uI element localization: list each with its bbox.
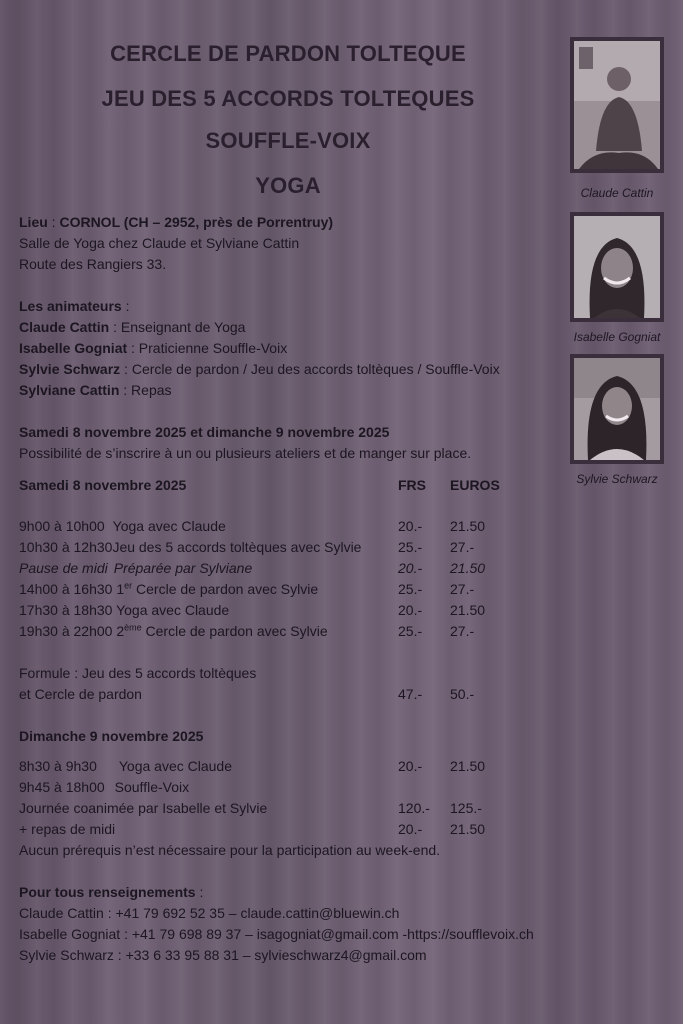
price-frs: 120.- xyxy=(398,800,430,816)
saturday-heading: Samedi 8 novembre 2025 xyxy=(19,477,187,493)
schedule-time: 8h30 à 9h30 xyxy=(19,758,97,774)
price-eur: 21.50 xyxy=(450,602,486,618)
price-frs: 47.- xyxy=(398,686,423,702)
title-yoga: YOGA xyxy=(255,173,321,198)
animateurs-heading-suffix: : xyxy=(121,298,130,314)
animateurs-heading-text: Les animateurs xyxy=(19,298,122,314)
col-frs-header: FRS xyxy=(398,477,426,493)
animateur-role: : Enseignant de Yoga xyxy=(109,319,246,335)
photo-claude xyxy=(570,37,664,173)
animateur-name: Isabelle Gogniat xyxy=(19,340,128,356)
schedule-row xyxy=(19,621,579,642)
schedule-time: 19h30 à 22h00 xyxy=(19,623,113,639)
dates-heading xyxy=(19,422,579,443)
animateur-role: : Cercle de pardon / Jeu des accords toltèques / Souffle-Voix xyxy=(120,361,500,377)
contact-heading-suffix: : xyxy=(195,884,204,900)
schedule-row xyxy=(19,798,579,819)
price-eur: 50.- xyxy=(450,686,475,702)
ordinal-suffix: er xyxy=(124,580,133,591)
price-frs: 20.- xyxy=(398,560,423,576)
price-eur: 125.- xyxy=(450,800,482,816)
animateur-name: Sylvie Schwarz xyxy=(19,361,121,377)
price-frs: 25.- xyxy=(398,539,423,555)
person-photo-icon xyxy=(574,358,660,460)
ordinal: 1 xyxy=(116,581,125,597)
formule-line: Formule : Jeu des 5 accords toltèques xyxy=(19,665,257,681)
price-eur: 21.50 xyxy=(450,758,486,774)
price-frs: 20.- xyxy=(398,518,423,534)
contact-line: Claude Cattin : +41 79 692 52 35 – claude.cattin@bluewin.ch xyxy=(19,905,400,921)
title-cercle: CERCLE DE PARDON TOLTEQUE xyxy=(110,41,466,66)
schedule-activity: Jeu des 5 accords toltèques avec Sylvie xyxy=(112,539,362,555)
lieu-salle: Salle de Yoga chez Claude et Sylviane Cattin xyxy=(19,235,300,251)
contact-line: Isabelle Gogniat : +41 79 698 89 37 – isagogniat@gmail.com -https://soufflevoix.ch xyxy=(19,926,534,942)
price-eur: 27.- xyxy=(450,539,475,555)
schedule-activity: Souffle-Voix xyxy=(114,779,190,795)
schedule-activity: Cercle de pardon avec Sylvie xyxy=(141,623,328,639)
schedule-row xyxy=(19,756,579,777)
formule-row xyxy=(19,684,579,705)
ordinal: 2 xyxy=(116,623,125,639)
schedule-row xyxy=(19,777,579,798)
schedule-time: 10h30 à 12h30 xyxy=(19,539,113,555)
sunday-heading xyxy=(19,726,579,747)
price-eur: 21.50 xyxy=(450,518,486,534)
sunday-note: Aucun prérequis n’est nécessaire pour la participation au week-end. xyxy=(19,842,441,858)
title-jeu: JEU DES 5 ACCORDS TOLTEQUES xyxy=(101,86,475,111)
dates-heading-text: Samedi 8 novembre 2025 et dimanche 9 novembre 2025 xyxy=(19,424,390,440)
schedule-activity: Cercle de pardon avec Sylvie xyxy=(132,581,319,597)
animateur-item xyxy=(19,359,579,380)
animateur-item xyxy=(19,380,579,401)
schedule-time: Journée coanimée par Isabelle et Sylvie xyxy=(19,800,268,816)
person-photo-icon xyxy=(574,216,660,318)
schedule-row xyxy=(19,537,579,558)
formule-text: et Cercle de pardon xyxy=(19,686,142,702)
schedule-activity: Préparée par Sylviane xyxy=(113,560,253,576)
caption-sylvie: Sylvie Schwarz xyxy=(576,472,658,486)
schedule-time: + repas de midi xyxy=(19,821,116,837)
price-frs: 20.- xyxy=(398,602,423,618)
price-eur: 21.50 xyxy=(450,560,486,576)
lieu-line xyxy=(19,212,579,233)
price-frs: 25.- xyxy=(398,581,423,597)
schedule-time: 14h00 à 16h30 xyxy=(19,581,113,597)
lieu-label: Lieu xyxy=(19,214,48,230)
animateur-item xyxy=(19,317,579,338)
title-souffle-voix: SOUFFLE-VOIX xyxy=(205,128,371,153)
price-eur: 27.- xyxy=(450,581,475,597)
lieu-route: Route des Rangiers 33. xyxy=(19,256,167,272)
col-euros-header: EUROS xyxy=(450,477,500,493)
photo-isabelle xyxy=(570,212,664,322)
dates-note: Possibilité de s’inscrire à un ou plusieurs ateliers et de manger sur place. xyxy=(19,445,472,461)
price-frs: 20.- xyxy=(398,821,423,837)
animateur-role: : Praticienne Souffle-Voix xyxy=(127,340,288,356)
lieu-place: CORNOL (CH – 2952, près de Porrentruy) xyxy=(59,214,334,230)
schedule-time: Pause de midi xyxy=(19,560,108,576)
schedule-activity: Yoga avec Claude xyxy=(118,758,232,774)
price-frs: 20.- xyxy=(398,758,423,774)
caption-claude: Claude Cattin xyxy=(580,186,654,200)
schedule-activity: Yoga avec Claude xyxy=(112,518,226,534)
saturday-header xyxy=(19,475,579,496)
schedule-row xyxy=(19,819,579,840)
contact-heading xyxy=(19,882,579,903)
schedule-row xyxy=(19,558,579,579)
schedule-row xyxy=(19,600,579,621)
contact-line: Sylvie Schwarz : +33 6 33 95 88 31 – sylvieschwarz4@gmail.com xyxy=(19,947,427,963)
price-eur: 21.50 xyxy=(450,821,486,837)
lieu-sep: : xyxy=(47,214,60,230)
price-eur: 27.- xyxy=(450,623,475,639)
animateur-name: Claude Cattin xyxy=(19,319,110,335)
animateur-item xyxy=(19,338,579,359)
caption-isabelle: Isabelle Gogniat xyxy=(573,330,661,344)
ordinal-suffix: ème xyxy=(124,622,142,633)
sunday-heading-text: Dimanche 9 novembre 2025 xyxy=(19,728,204,744)
schedule-time: 9h45 à 18h00 xyxy=(19,779,105,795)
contact-heading-text: Pour tous renseignements xyxy=(19,884,196,900)
photo-sylvie xyxy=(570,354,664,464)
schedule-activity: Yoga avec Claude xyxy=(116,602,230,618)
main-content xyxy=(19,212,579,966)
animateurs-heading xyxy=(19,296,579,317)
animateur-name: Sylviane Cattin xyxy=(19,382,120,398)
schedule-time: 17h30 à 18h30 xyxy=(19,602,113,618)
schedule-row xyxy=(19,579,579,600)
schedule-row xyxy=(19,516,579,537)
animateur-role: : Repas xyxy=(119,382,172,398)
person-photo-icon xyxy=(574,41,660,169)
price-frs: 25.- xyxy=(398,623,423,639)
schedule-time: 9h00 à 10h00 xyxy=(19,518,105,534)
